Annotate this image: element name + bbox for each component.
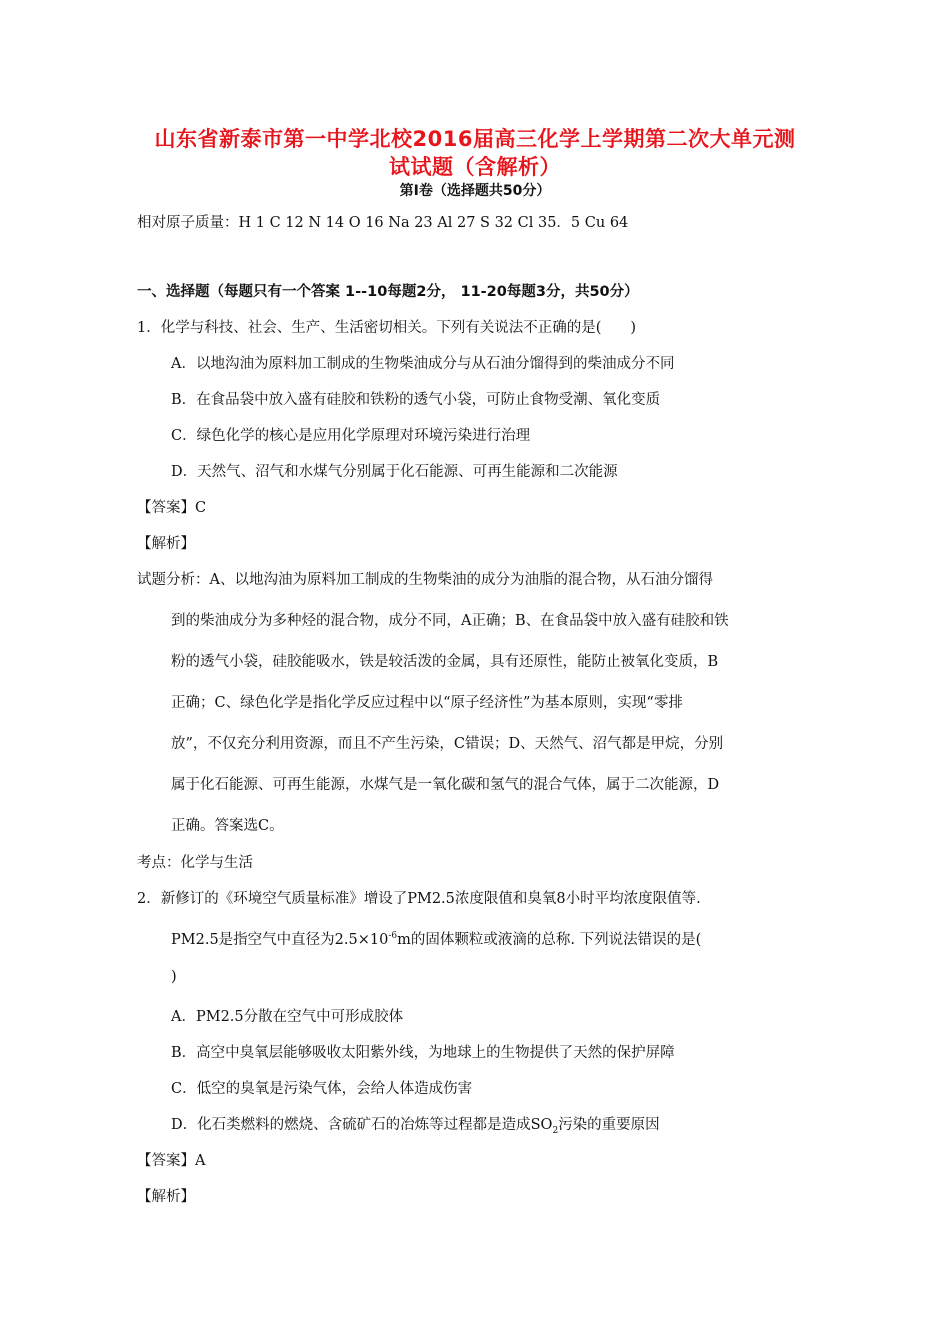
q1-stem: 1．化学与科技、社会、生产、生活密切相关。下列有关说法不正确的是( ) <box>137 320 637 336</box>
q2-analysis-label: 【解析】 <box>137 1189 195 1205</box>
q2-option-d-part2: 污染的重要原因 <box>558 1117 660 1133</box>
section-heading: 一、选择题（每题只有一个答案 1--10每题2分， 11-20每题3分，共50分） <box>137 284 639 300</box>
q2-exponent: -6 <box>388 931 398 942</box>
q2-option-d-part1: D．化石类燃料的燃烧、含硫矿石的冶炼等过程都是造成SO <box>171 1117 553 1133</box>
document-title-line1: 山东省新泰市第一中学北校2016届高三化学上学期第二次大单元测 <box>154 127 796 151</box>
q1-option-c: C．绿色化学的核心是应用化学原理对环境污染进行治理 <box>171 428 531 444</box>
q2-stem-line2-part2: m的固体颗粒或液滴的总称. 下列说法错误的是( <box>397 932 702 948</box>
q2-stem-line1: 2．新修订的《环境空气质量标准》增设了PM2.5浓度限值和臭氧8小时平均浓度限值等. <box>137 891 701 907</box>
q2-stem-line2 <box>171 928 701 949</box>
q1-analysis-line6: 属于化石能源、可再生能源，水煤气是一氧化碳和氢气的混合气体，属于二次能源，D <box>171 777 720 793</box>
q1-analysis-line3: 粉的透气小袋，硅胶能吸水，铁是较活泼的金属，具有还原性，能防止被氧化变质，B <box>171 654 719 670</box>
q2-answer: 【答案】A <box>137 1153 206 1169</box>
q2-subscript: 2 <box>552 1125 559 1136</box>
q2-option-b: B．高空中臭氧层能够吸收太阳紫外线，为地球上的生物提供了天然的保护屏障 <box>171 1045 675 1061</box>
q2-option-a: A．PM2.5分散在空气中可形成胶体 <box>171 1009 404 1025</box>
q1-analysis-line2: 到的柴油成分为多种烃的混合物，成分不同，A正确；B、在食品袋中放入盛有硅胶和铁 <box>171 613 729 629</box>
q2-option-d <box>171 1113 660 1136</box>
q1-analysis-line1: 试题分析：A、以地沟油为原料加工制成的生物柴油的成分为油脂的混合物，从石油分馏得 <box>137 572 713 588</box>
q1-option-a: A．以地沟油为原料加工制成的生物柴油成分与从石油分馏得到的柴油成分不同 <box>171 356 675 372</box>
q1-analysis-line7: 正确。答案选C。 <box>171 818 284 834</box>
q1-analysis-label: 【解析】 <box>137 536 195 552</box>
section-subtitle: 第Ⅰ卷（选择题共50分） <box>399 183 551 199</box>
q2-stem-line2-part1: PM2.5是指空气中直径为2.5×10 <box>171 932 389 948</box>
q1-option-d: D．天然气、沼气和水煤气分别属于化石能源、可再生能源和二次能源 <box>171 464 618 480</box>
q2-option-c: C．低空的臭氧是污染气体，会给人体造成伤害 <box>171 1081 473 1097</box>
q2-stem-line3: ) <box>171 969 177 985</box>
q1-analysis-line4: 正确；C、绿色化学是指化学反应过程中以“原子经济性”为基本原则，实现“零排 <box>171 695 683 711</box>
atomic-mass-line: 相对原子质量：H 1 C 12 N 14 O 16 Na 23 Al 27 S 32 Cl 35．5 Cu 64 <box>137 215 629 231</box>
q1-analysis-line5: 放”，不仅充分利用资源，而且不产生污染，C错误；D、天然气、沼气都是甲烷，分别 <box>171 736 724 752</box>
q1-option-b: B．在食品袋中放入盛有硅胶和铁粉的透气小袋，可防止食物受潮、氧化变质 <box>171 392 661 408</box>
q1-answer: 【答案】C <box>137 500 207 516</box>
q1-kaodian: 考点：化学与生活 <box>137 855 253 871</box>
document-title-line2: 试试题（含解析） <box>389 155 561 179</box>
